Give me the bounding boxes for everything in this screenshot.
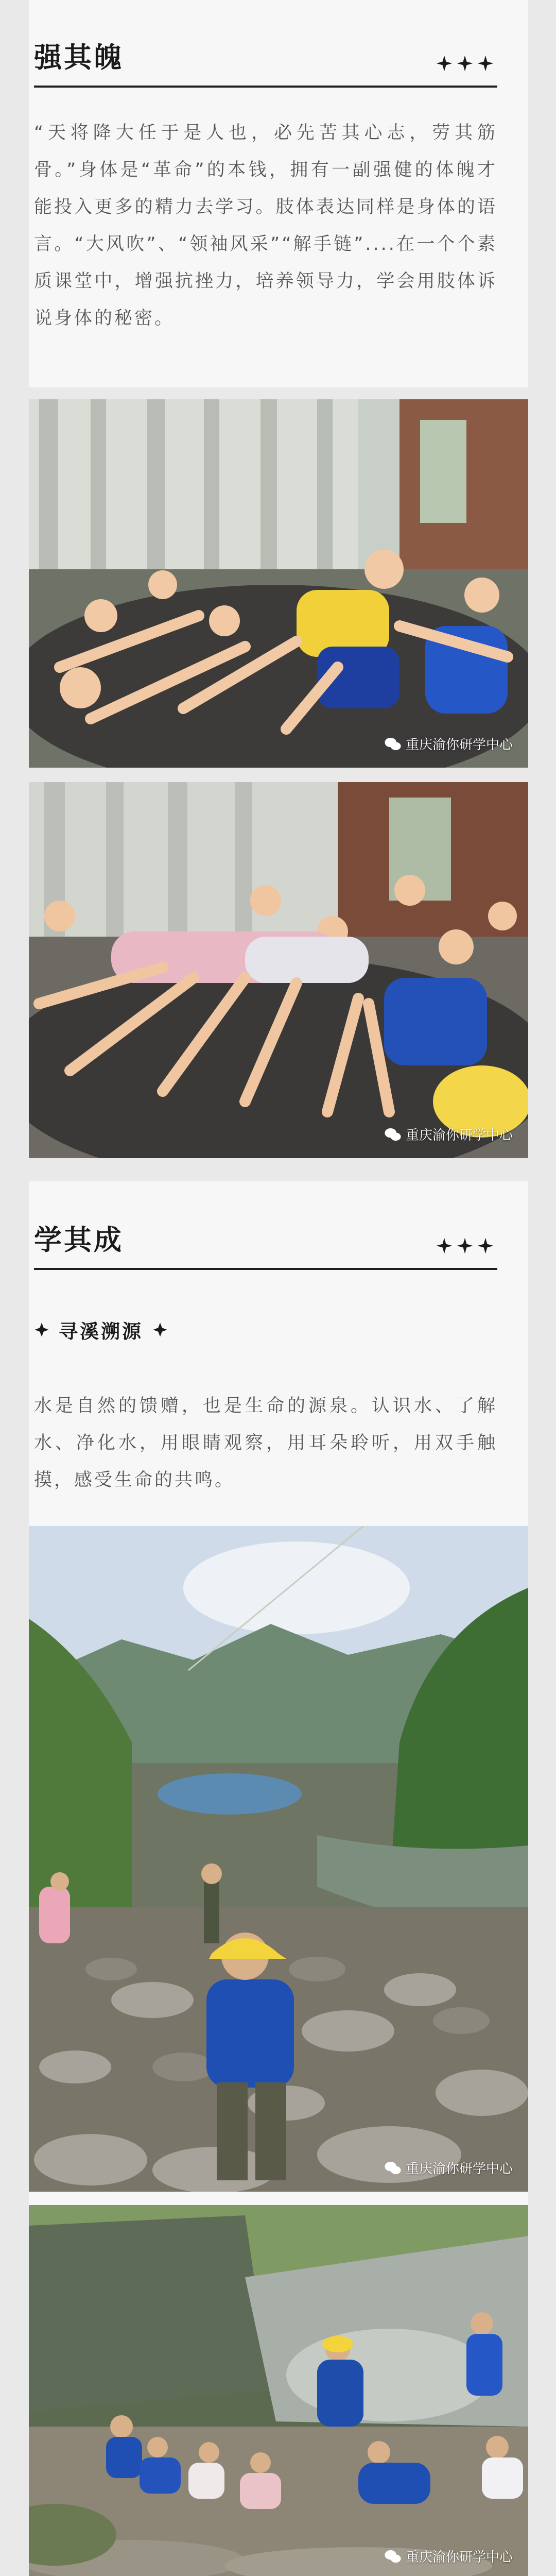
photo-kids-rocks [29, 2205, 528, 2576]
watermark-text: 重庆渝你研学中心 [405, 737, 513, 753]
four-point-star-icon [34, 1322, 49, 1337]
section-header-learning [34, 1224, 497, 1270]
section-title: 强其魄 [34, 41, 124, 74]
wechat-icon [384, 2548, 402, 2565]
photo-watermark [384, 2547, 513, 2566]
photo-illustration [29, 399, 528, 768]
subheading-text: 寻溪溯源 [59, 1320, 143, 1343]
photo-group-lift-1 [29, 399, 528, 768]
sparkle-star-icon [477, 55, 494, 72]
four-point-star-icon [152, 1322, 168, 1337]
watermark-text: 重庆渝你研学中心 [405, 2550, 513, 2565]
section-paragraph: 水是自然的馈赠，也是生命的源泉。认识水、了解水、净化水，用眼睛观察，用耳朵聆听，用双手触摸，感受生命的共鸣。 [34, 1396, 497, 1490]
sparkle-star-icon [456, 1237, 474, 1255]
sparkle-star-icon [436, 1237, 453, 1255]
photo-illustration [29, 782, 528, 1158]
section-paragraph: “天将降大任于是人也，必先苦其心志，劳其筋骨。”身体是“革命”的本钱，拥有一副强健的体魄才能投入更多的精力去学习。肢体表达同样是身体的语言。“大风吹”、“领袖风采”“解手链”....在一个个素质课堂中，增强抗挫力，培养领导力，学会用肢体诉说身体的秘密。 [34, 123, 497, 329]
photo-stream-child [29, 1526, 528, 2192]
wechat-icon [384, 735, 402, 753]
photo-illustration [29, 2205, 528, 2576]
photo-illustration [29, 1526, 528, 2192]
section-title: 学其成 [34, 1224, 124, 1256]
title-ornament [436, 1237, 494, 1255]
sparkle-star-icon [436, 55, 453, 72]
sparkle-star-icon [477, 1237, 494, 1255]
wechat-icon [384, 1126, 402, 1143]
section-header-strength [34, 41, 497, 88]
watermark-text: 重庆渝你研学中心 [405, 2161, 513, 2177]
photo-watermark [384, 734, 513, 753]
wechat-icon [384, 2159, 402, 2177]
sparkle-star-icon [456, 55, 474, 72]
photo-watermark [384, 2158, 513, 2177]
subheading [34, 1314, 168, 1345]
photo-watermark [384, 1125, 513, 1144]
title-ornament [436, 55, 494, 72]
watermark-text: 重庆渝你研学中心 [405, 1128, 513, 1143]
photo-group-lift-2 [29, 782, 528, 1158]
